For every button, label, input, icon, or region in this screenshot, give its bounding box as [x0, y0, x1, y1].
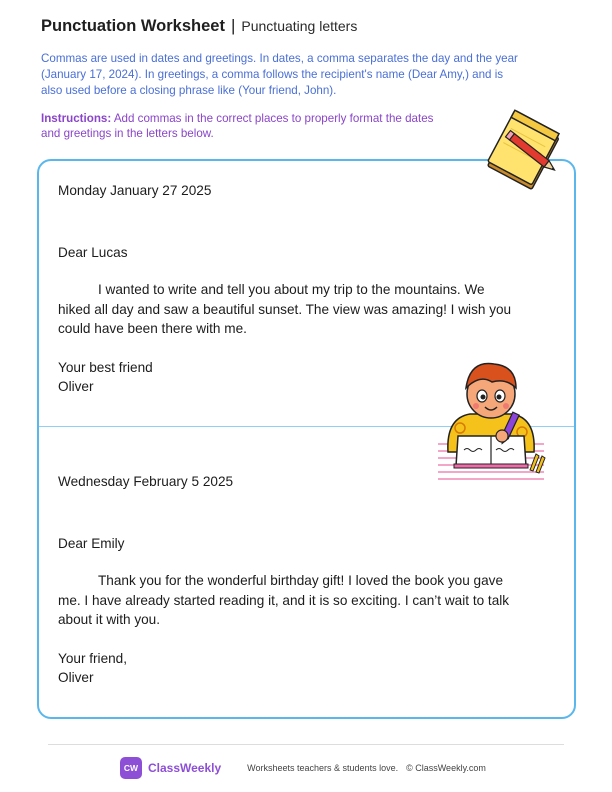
- notepad-pencil-icon: [484, 108, 566, 198]
- title-divider: |: [230, 16, 236, 35]
- instructions: [41, 111, 451, 141]
- footer-brand: ClassWeekly: [148, 761, 222, 775]
- instructions-label: Instructions:: [41, 112, 112, 125]
- footer-divider: [48, 744, 564, 745]
- letter-body: Thank you for the wonderful birthday gift! I loved the book you gave me. I have already started reading it, and it is so exciting. I can’t wait to talk about it with you.: [58, 573, 510, 627]
- letter-closing: Your friend,: [58, 650, 128, 666]
- worksheet-subtitle: Punctuating letters: [241, 18, 358, 34]
- letter-2: [58, 473, 518, 687]
- kid-writing-illustration: [436, 352, 546, 484]
- footer-tagline: Worksheets teachers & students love.: [247, 763, 399, 773]
- classweekly-logo-icon: CW: [120, 757, 142, 779]
- letter-signature: Oliver: [58, 378, 94, 394]
- letter-greeting: Dear Lucas: [58, 245, 128, 260]
- worksheet-title: Punctuation Worksheet: [41, 17, 225, 35]
- letter-date: Wednesday February 5 2025: [58, 474, 234, 489]
- footer-copyright: © ClassWeekly.com: [406, 763, 486, 773]
- letter-signature: Oliver: [58, 669, 94, 685]
- letter-greeting: Dear Emily: [58, 536, 125, 551]
- instructions-text: Add commas in the correct places to properly format the dates and greetings in the letters below.: [41, 112, 434, 140]
- footer: [120, 757, 486, 779]
- letter-body: I wanted to write and tell you about my trip to the mountains. We hiked all day and saw a beautiful sunset. The view was amazing! I wish you could have been there with me.: [58, 282, 512, 336]
- letter-date: Monday January 27 2025: [58, 183, 212, 198]
- letter-closing: Your best friend: [58, 359, 153, 375]
- intro-text: Commas are used in dates and greetings. In dates, a comma separates the day and the year (January 17, 2024). In greetings, a comma follows the recipient's name (Dear Amy,) and is also used before a closing phrase like (Your friend, John).: [41, 52, 518, 97]
- worksheet-header: [41, 16, 357, 36]
